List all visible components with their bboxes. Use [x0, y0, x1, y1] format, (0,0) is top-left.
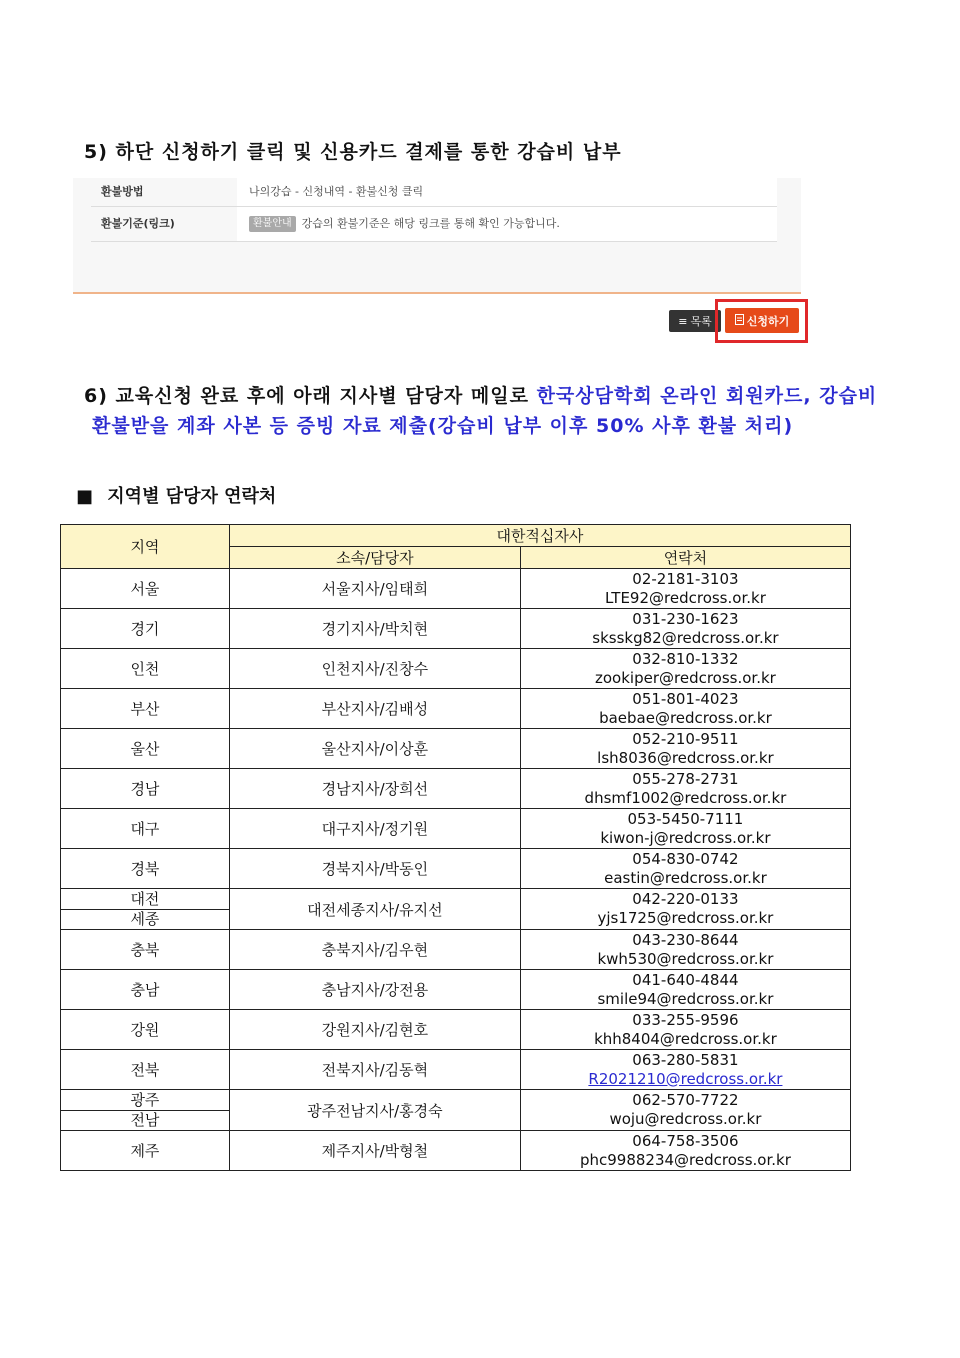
branch-cell: [229, 1010, 520, 1050]
email-address: phc9988234@redcross.or.kr: [579, 1150, 791, 1169]
region-cell: [61, 1050, 230, 1090]
branch-cell: [229, 609, 520, 649]
region-cell: [61, 1090, 230, 1131]
region-name: 부산: [130, 700, 160, 718]
table-row: [61, 769, 851, 809]
region-cell: [61, 930, 230, 970]
region-name: 제주: [130, 1142, 160, 1160]
step6-line2-tail: (강습비 납부 이후 50% 사후 환불 처리): [428, 415, 794, 437]
refund-policy-row: [91, 207, 777, 242]
phone-number: 054-830-0742: [632, 849, 739, 868]
phone-number: 063-280-5831: [632, 1050, 739, 1069]
region-name: 경북: [130, 860, 160, 878]
phone-number: 043-230-8644: [632, 930, 739, 949]
contact-cell: [520, 1131, 850, 1171]
table-row: [61, 1010, 851, 1050]
list-button-label: 목록: [690, 315, 712, 328]
list-button[interactable]: [669, 310, 721, 332]
branch-cell: [229, 569, 520, 609]
branch-cell: [229, 809, 520, 849]
email-address[interactable]: R2021210@redcross.or.kr: [588, 1069, 783, 1088]
contact-cell: [520, 849, 850, 889]
table-row: [61, 1090, 851, 1131]
region-cell: [61, 649, 230, 689]
region-name: 울산: [130, 740, 160, 758]
document-icon: [735, 314, 744, 328]
table-body: [61, 569, 851, 1171]
region-cell: [61, 609, 230, 649]
branch-manager: 인천지사/진창수: [321, 660, 429, 678]
contact-cell: [520, 889, 850, 930]
branch-manager: 대전세종지사/유지선: [307, 900, 443, 919]
branch-cell: [229, 729, 520, 769]
apply-button[interactable]: [725, 308, 799, 333]
phone-number: 032-810-1332: [632, 649, 739, 668]
square-bullet-icon: ■: [76, 486, 94, 507]
table-row: [61, 970, 851, 1010]
branch-cell: [229, 1131, 520, 1171]
region-name: 전북: [130, 1061, 160, 1079]
branch-cell: [229, 689, 520, 729]
region-name: 인천: [130, 660, 160, 678]
email-address: LTE92@redcross.or.kr: [605, 588, 766, 607]
contact-cell: [520, 729, 850, 769]
branch-manager: 충북지사/김우현: [321, 941, 429, 959]
region-name: 서울: [130, 580, 160, 598]
email-address: dhsmf1002@redcross.or.kr: [584, 788, 787, 807]
region-cell: [61, 1131, 230, 1171]
branch-manager: 경기지사/박치현: [321, 620, 429, 638]
refund-guide-badge[interactable]: 환불안내: [249, 216, 296, 232]
branch-cell: [229, 849, 520, 889]
branch-manager: 부산지사/김배성: [321, 700, 429, 718]
region-name: 광주: [61, 1090, 229, 1111]
table-row: [61, 689, 851, 729]
phone-number: 033-255-9596: [632, 1010, 739, 1029]
region-cell: [61, 970, 230, 1010]
phone-number: 051-801-4023: [632, 689, 739, 708]
phone-number: 042-220-0133: [632, 890, 739, 908]
region-name: 충북: [130, 941, 160, 959]
contact-cell: [520, 769, 850, 809]
refund-info-card: [73, 178, 801, 294]
region-name: 경기: [130, 620, 160, 638]
region-cell: [61, 1010, 230, 1050]
email-address: lsh8036@redcross.or.kr: [597, 748, 774, 767]
table-row: [61, 569, 851, 609]
branch-cell: [229, 970, 520, 1010]
branch-manager: 경남지사/장희선: [321, 780, 429, 798]
table-row: [61, 1050, 851, 1090]
refund-method-value: 나의강습 - 신청내역 - 환불신청 클릭: [237, 178, 777, 206]
phone-number: 02-2181-3103: [632, 569, 739, 588]
email-address: yjs1725@redcross.or.kr: [597, 909, 774, 927]
branch-cell: [229, 930, 520, 970]
refund-method-row: [91, 178, 777, 207]
branch-manager: 강원지사/김현호: [321, 1021, 429, 1039]
contact-cell: [520, 930, 850, 970]
phone-number: 031-230-1623: [632, 609, 739, 628]
table-row: [61, 609, 851, 649]
branch-manager: 경북지사/박동인: [321, 860, 429, 878]
branch-cell: [229, 1090, 520, 1131]
region-cell: [61, 849, 230, 889]
region-name: 강원: [130, 1021, 160, 1039]
branch-cell: [229, 769, 520, 809]
apply-button-label: 신청하기: [746, 314, 790, 328]
phone-number: 053-5450-7111: [627, 809, 744, 828]
refund-policy-value: [237, 207, 777, 241]
region-name-secondary: 전남: [130, 1111, 160, 1129]
email-address: woju@redcross.or.kr: [609, 1110, 762, 1128]
region-name: 대구: [130, 820, 160, 838]
region-name: 대전: [61, 889, 229, 910]
branch-cell: [229, 649, 520, 689]
phone-number: 062-570-7722: [632, 1091, 739, 1109]
contact-cell: [520, 970, 850, 1010]
region-cell: [61, 769, 230, 809]
branch-cell: [229, 1050, 520, 1090]
step6-line1-highlight: 한국상담학회 온라인 회원카드, 강습비: [536, 385, 878, 407]
region-cell: [61, 809, 230, 849]
table-row: [61, 729, 851, 769]
branch-cell: [229, 889, 520, 930]
region-name: 경남: [130, 780, 160, 798]
step5-heading: 5) 하단 신청하기 클릭 및 신용카드 결제를 통한 강습비 납부: [84, 141, 622, 163]
refund-method-label: 환불방법: [101, 185, 144, 198]
step6-line1-text: 6) 교육신청 완료 후에 아래 지사별 담당자 메일로: [84, 385, 537, 407]
branch-manager: 대구지사/정기원: [321, 820, 429, 838]
phone-number: 064-758-3506: [632, 1131, 739, 1150]
list-icon: ≡: [678, 314, 688, 328]
contact-cell: [520, 1090, 850, 1131]
region-cell: [61, 729, 230, 769]
step6-line2: [92, 411, 793, 438]
contact-cell: [520, 809, 850, 849]
contact-cell: [520, 1050, 850, 1090]
section-title: 지역별 담당자 연락처: [107, 486, 277, 507]
region-cell: [61, 689, 230, 729]
email-address: khh8404@redcross.or.kr: [594, 1029, 777, 1048]
phone-number: 052-210-9511: [632, 729, 739, 748]
branch-manager: 충남지사/강전용: [321, 981, 429, 999]
branch-manager: 광주전남지사/홍경숙: [307, 1101, 443, 1120]
email-address: kwh530@redcross.or.kr: [597, 949, 774, 968]
contact-cell: [520, 569, 850, 609]
contact-cell: [520, 649, 850, 689]
branch-manager: 제주지사/박형철: [321, 1142, 429, 1160]
table-row: [61, 849, 851, 889]
contact-cell: [520, 1010, 850, 1050]
email-address: smile94@redcross.or.kr: [597, 989, 774, 1008]
email-address: baebae@redcross.or.kr: [599, 708, 772, 727]
header-contact: 연락처: [520, 547, 850, 569]
region-name: 충남: [130, 981, 160, 999]
branch-manager: 전북지사/김동혁: [321, 1061, 429, 1079]
contact-cell: [520, 609, 850, 649]
table-row: [61, 649, 851, 689]
header-org: 대한적십자사: [229, 525, 850, 547]
email-address: eastin@redcross.or.kr: [604, 868, 767, 887]
table-row: [61, 1131, 851, 1171]
section-heading: [76, 482, 276, 508]
refund-policy-text: 강습의 환불기준은 해당 링크를 통해 확인 가능합니다.: [301, 217, 560, 230]
table-row: [61, 930, 851, 970]
table-row: [61, 889, 851, 930]
email-address: zookiper@redcross.or.kr: [595, 668, 776, 687]
region-cell: [61, 889, 230, 930]
region-name-secondary: 세종: [130, 910, 160, 928]
branch-manager: 울산지사/이상훈: [321, 740, 429, 758]
header-region: 지역: [61, 525, 230, 569]
email-address: sksskg82@redcross.or.kr: [592, 628, 779, 647]
step6-line2-text: 환불받을 계좌 사본 등 증빙 자료 제출: [92, 415, 428, 437]
refund-policy-label: 환불기준(링크): [101, 217, 175, 230]
step6-line1: [84, 381, 877, 408]
email-address: kiwon-j@redcross.or.kr: [600, 828, 771, 847]
table-row: [61, 809, 851, 849]
regional-contacts-table: [60, 524, 851, 1171]
branch-manager: 서울지사/임태희: [321, 580, 429, 598]
header-branch: 소속/담당자: [229, 547, 520, 569]
region-cell: [61, 569, 230, 609]
phone-number: 055-278-2731: [632, 769, 739, 788]
contact-cell: [520, 689, 850, 729]
phone-number: 041-640-4844: [632, 970, 739, 989]
